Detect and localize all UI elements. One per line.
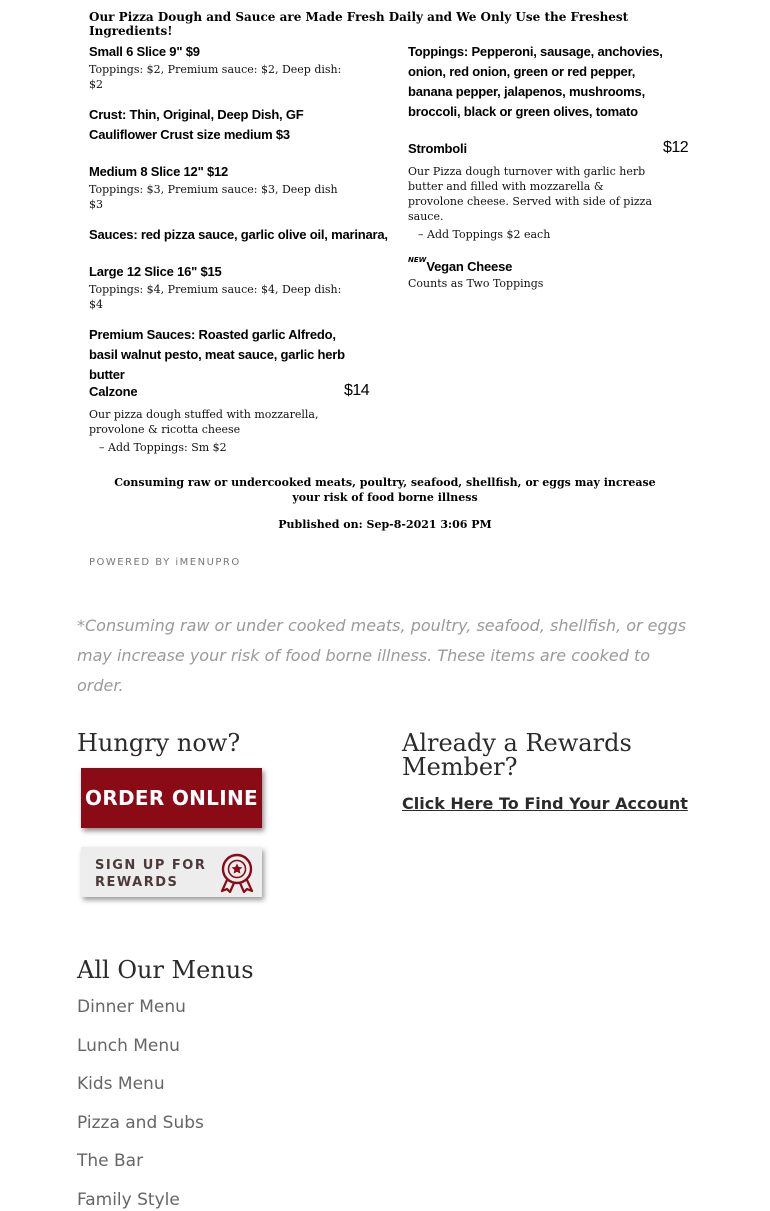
toppings-list: Toppings: Pepperoni, sausage, anchovies, onion, red onion, green or red pepper, banana pepper, jalapenos, mushrooms, broccoli, black or green olives, tomato xyxy=(408,44,663,119)
vegan-cheese-title: Vegan Cheese xyxy=(426,259,513,274)
menu-link-pizza-subs[interactable]: Pizza and Subs xyxy=(77,1113,204,1133)
calzone-price: $14 xyxy=(344,382,370,399)
premium-sauces: Premium Sauces: Roasted garlic Alfredo, basil walnut pesto, meat sauce, garlic herb butter xyxy=(89,327,345,382)
stromboli-addon: – Add Toppings $2 each xyxy=(418,228,551,241)
find-account-link[interactable]: Click Here To Find Your Account xyxy=(402,794,688,813)
rewards-member-heading: Already a Rewards Member? xyxy=(402,729,632,781)
menu-link-dinner[interactable]: Dinner Menu xyxy=(77,997,186,1017)
menu-link-lunch[interactable]: Lunch Menu xyxy=(77,1036,180,1056)
crust-options: Crust: Thin, Original, Deep Dish, GF Cauliflower Crust size medium $3 xyxy=(89,107,304,142)
large-pizza-title: Large 12 Slice 16" $15 xyxy=(89,264,222,279)
signup-rewards-button[interactable] xyxy=(81,847,262,897)
new-badge: NEW xyxy=(408,256,427,264)
powered-by[interactable] xyxy=(89,557,241,568)
stromboli-desc: Our Pizza dough turnover with garlic herb butter and filled with mozzarella & provolone cheese. Served with side of pizza sauce. xyxy=(408,165,653,223)
large-pizza-desc: Toppings: $4, Premium sauce: $4, Deep dish: $4 xyxy=(89,283,342,311)
menu-link-family-style[interactable]: Family Style xyxy=(77,1190,180,1210)
small-pizza-title: Small 6 Slice 9" $9 xyxy=(89,44,200,59)
order-online-button[interactable]: ORDER ONLINE xyxy=(81,768,262,828)
food-warning: Consuming raw or undercooked meats, poultry, seafood, shellfish, or eggs may increase your risk of food borne illness xyxy=(114,476,656,504)
imenupro-brand[interactable]: iMENUPRO xyxy=(175,557,241,568)
calzone-title: Calzone xyxy=(89,384,138,399)
calzone-addon: – Add Toppings: Sm $2 xyxy=(99,441,227,454)
powered-by-label: POWERED BY xyxy=(89,557,171,568)
cooking-notice: *Consuming raw or under cooked meats, poultry, seafood, shellfish, or eggs may increase your risk of food borne illness. These items are cooked to order. xyxy=(77,616,687,695)
vegan-cheese-desc: Counts as Two Toppings xyxy=(408,277,544,290)
all-menus-heading: All Our Menus xyxy=(77,956,254,984)
vegan-cheese-item xyxy=(408,256,512,277)
medium-pizza-title: Medium 8 Slice 12" $12 xyxy=(89,164,229,179)
stromboli-price: $12 xyxy=(663,139,689,156)
menu-intro: Our Pizza Dough and Sauce are Made Fresh Daily and We Only Use the Freshest Ingredients! xyxy=(89,10,629,38)
calzone-desc: Our pizza dough stuffed with mozzarella, provolone & ricotta cheese xyxy=(89,408,319,436)
published-date: Published on: Sep-8-2021 3:06 PM xyxy=(278,518,492,531)
hungry-heading: Hungry now? xyxy=(77,729,241,757)
signup-rewards-label: SIGN UP FOR REWARDS xyxy=(95,858,207,890)
stromboli-title: Stromboli xyxy=(408,141,467,156)
award-ribbon-icon xyxy=(215,850,259,894)
menu-link-kids[interactable]: Kids Menu xyxy=(77,1074,165,1094)
medium-pizza-desc: Toppings: $3, Premium sauce: $3, Deep dish $3 xyxy=(89,183,338,211)
menu-link-bar[interactable]: The Bar xyxy=(77,1151,144,1171)
small-pizza-desc: Toppings: $2, Premium sauce: $2, Deep dish: $2 xyxy=(89,63,342,91)
sauces-list: Sauces: red pizza sauce, garlic olive oil, marinara, xyxy=(89,227,388,242)
